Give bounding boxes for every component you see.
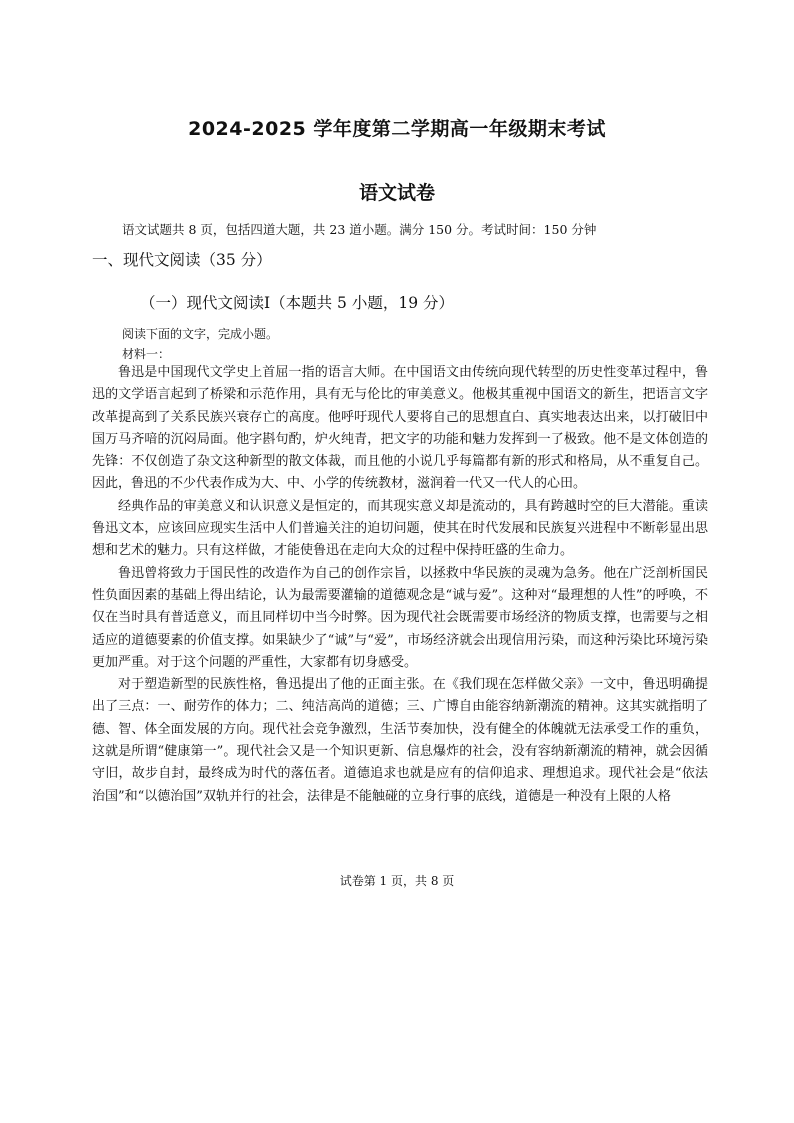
material-label: 材料一： xyxy=(122,347,171,361)
passage-paragraph: 对于塑造新型的民族性格，鲁迅提出了他的正面主张。在《我们现在怎样做父亲》一文中，鲁迅明确提出了三点：一、耐劳作的体力；二、纯洁高尚的道德；三、广博自由能容纳新潮流的精神。这其实就指明了德、智、体全面发展的方向。现代社会竞争激烈，生活节奏加快，没有健全的体魄就无法承受工作的重负，这就是所谓“健康第一”。现代社会又是一个知识更新、信息爆炸的社会，没有容纳新潮流的精神，就会因循守旧，故步自封，最终成为时代的落伍者。道德追求也就是应有的信仰追求、理想追求。现代社会是“依法治国”和“以德治国”双轨并行的社会，法律是不能触碰的立身行事的底线，道德是一种没有上限的人格 xyxy=(92,677,708,804)
exam-subtitle: 语文试卷 xyxy=(358,182,435,204)
passage-paragraph: 经典作品的审美意义和认识意义是恒定的，而其现实意义却是流动的，具有跨越时空的巨大潜能。重读鲁迅文本，应该回应现实生活中人们普遍关注的迫切问题，使其在时代发展和民族复兴进程中不断彰显出思想和艺术的魅力。只有这样做，才能使鲁迅在走向大众的过程中保持旺盛的生命力。 xyxy=(92,498,708,559)
page-footer: 试卷第 1 页，共 8 页 xyxy=(339,874,455,888)
passage-paragraph: 鲁迅是中国现代文学史上首屈一指的语言大师。在中国语文由传统向现代转型的历史性变革过程中，鲁迅的文学语言起到了桥梁和示范作用，具有无与伦比的审美意义。他极其重视中国语文的新生，把语言文字改革提高到了关系民族兴衰存亡的高度。他呼吁现代人要将自己的思想直白、真实地表达出来，以打破旧中国万马齐喑的沉闷局面。他字斟句酌，炉火纯青，把文字的功能和魅力发挥到一了极致。他不是文体创造的先锋：不仅创造了杂文这种新型的散文体裁，而且他的小说几乎每篇都有新的形式和格局，从不重复自己。因此，鲁迅的不少代表作成为大、中、小学的传统教材，滋润着一代又一代人的心田。 xyxy=(92,365,708,492)
passage-paragraph: 鲁迅曾将致力于国民性的改造作为自己的创作宗旨，以拯救中华民族的灵魂为急务。他在广泛剖析国民性负面因素的基础上得出结论，认为最需要灌输的道德观念是“诚与爱”。这种对“最理想的人性”的呼唤，不仅在当时具有普适意义，而且同样切中当今时弊。因为现代社会既需要市场经济的物质支撑，也需要与之相适应的道德要素的价值支撑。如果缺少了“诚”与“爱”，市场经济就会出现信用污染，而这种污染比环境污染更加严重。对于这个问题的严重性，大家都有切身感受。 xyxy=(92,565,708,670)
section-heading: 一、现代文阅读（35 分） xyxy=(92,251,272,269)
exam-info: 语文试题共 8 页，包括四道大题，共 23 道小题。满分 150 分。考试时间：150 分钟 xyxy=(122,222,597,237)
subsection-heading: （一）现代文阅读Ⅰ（本题共 5 小题，19 分） xyxy=(140,294,454,312)
exam-title: 2024-2025 学年度第二学期高一年级期末考试 xyxy=(188,118,606,140)
instruction-text: 阅读下面的文字，完成小题。 xyxy=(122,327,279,341)
reading-intro xyxy=(122,324,278,364)
passage xyxy=(92,362,708,808)
